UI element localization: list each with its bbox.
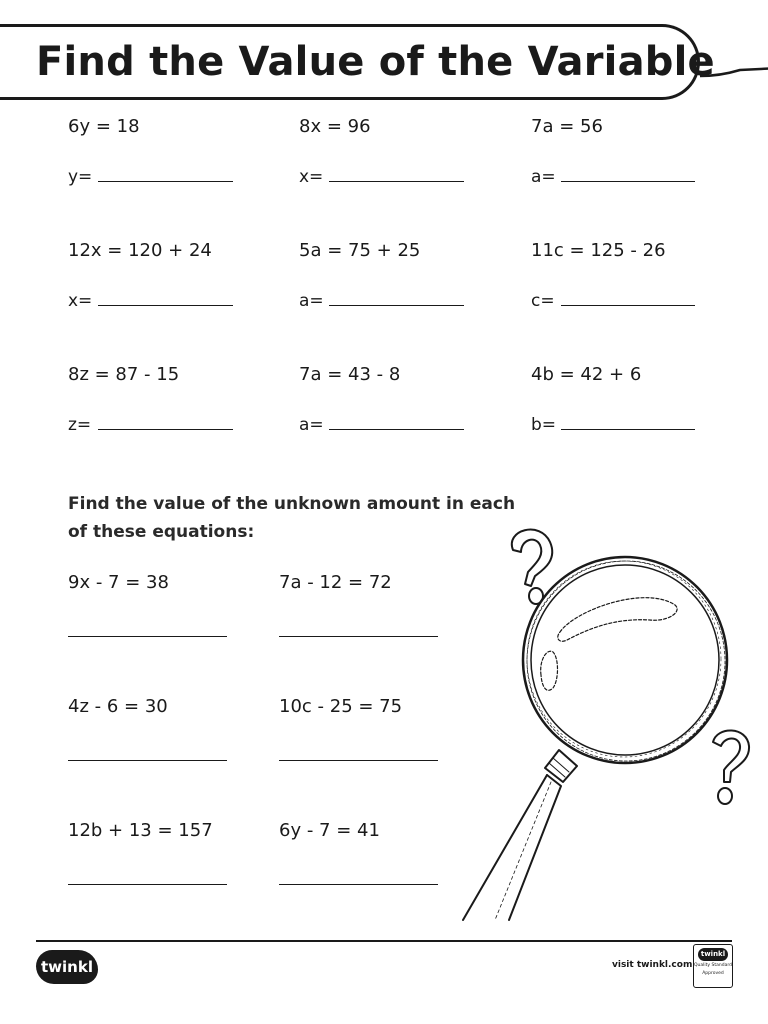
badge-line-2: Approved	[702, 971, 724, 976]
twinkl-logo[interactable]: twinkl	[36, 950, 98, 984]
answer-label: c=	[531, 291, 555, 311]
answer-label: y=	[68, 167, 93, 187]
footer-divider	[36, 940, 732, 942]
answer-line[interactable]	[561, 305, 695, 306]
quality-standard-badge	[693, 944, 733, 988]
answer-line[interactable]	[329, 429, 464, 430]
badge-line-1: Quality Standard	[694, 963, 732, 968]
equation: 9x - 7 = 38	[68, 572, 169, 593]
page-title: Find the Value of the Variable	[36, 39, 715, 85]
equation: 5a = 75 + 25	[299, 240, 421, 261]
section-instruction: Find the value of the unknown amount in each of these equations:	[68, 494, 516, 542]
equation: 6y - 7 = 41	[279, 820, 380, 841]
answer-label: a=	[299, 415, 324, 435]
equation: 7a = 56	[531, 116, 603, 137]
answer-line[interactable]	[329, 181, 464, 182]
question-mark-icon	[713, 730, 749, 804]
answer-line[interactable]	[329, 305, 464, 306]
equation: 11c = 125 - 26	[531, 240, 666, 261]
badge-logo: twinkl	[698, 948, 728, 961]
answer-line[interactable]	[98, 305, 233, 306]
equation: 4b = 42 + 6	[531, 364, 642, 385]
lens-ring	[523, 557, 727, 763]
equation: 8z = 87 - 15	[68, 364, 180, 385]
answer-label: x=	[68, 291, 93, 311]
answer-line[interactable]	[279, 884, 438, 885]
answer-line[interactable]	[68, 884, 227, 885]
answer-line[interactable]	[98, 429, 233, 430]
equation: 12b + 13 = 157	[68, 820, 213, 841]
answer-label: x=	[299, 167, 324, 187]
answer-label: z=	[68, 415, 92, 435]
equation: 12x = 120 + 24	[68, 240, 212, 261]
answer-line[interactable]	[561, 429, 695, 430]
answer-label: a=	[531, 167, 556, 187]
answer-line[interactable]	[561, 181, 695, 182]
answer-line[interactable]	[68, 636, 227, 637]
equation: 8x = 96	[299, 116, 371, 137]
magnifying-glass-icon	[455, 520, 755, 930]
answer-label: b=	[531, 415, 557, 435]
answer-line[interactable]	[98, 181, 233, 182]
equation: 7a = 43 - 8	[299, 364, 401, 385]
equation: 4z - 6 = 30	[68, 696, 168, 717]
answer-label: a=	[299, 291, 324, 311]
equation: 7a - 12 = 72	[279, 572, 392, 593]
answer-line[interactable]	[68, 760, 227, 761]
answer-line[interactable]	[279, 760, 438, 761]
equation: 10c - 25 = 75	[279, 696, 403, 717]
equation: 6y = 18	[68, 116, 140, 137]
answer-line[interactable]	[279, 636, 438, 637]
footer-website-link[interactable]: visit twinkl.com	[612, 960, 693, 970]
